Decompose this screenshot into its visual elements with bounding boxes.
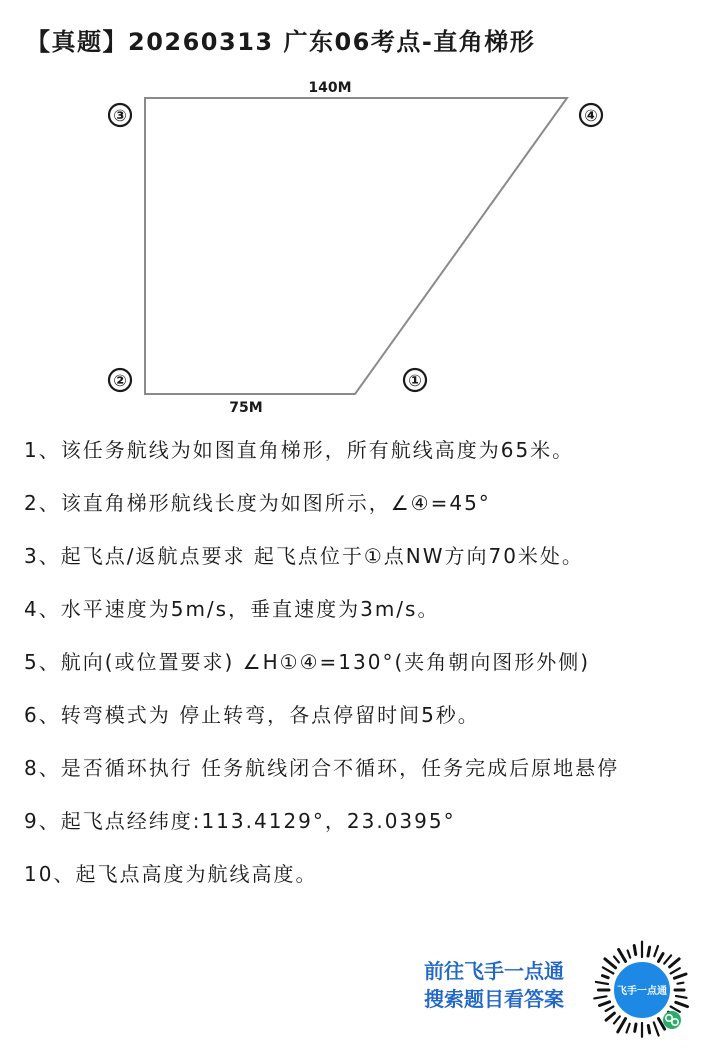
sunburst-ray [606, 1013, 614, 1020]
sunburst-ray [614, 957, 619, 963]
trapezoid-diagram [0, 0, 707, 420]
sunburst-ray [628, 951, 631, 958]
top-length-label: 140M [308, 80, 352, 96]
sunburst-ray [627, 1024, 630, 1033]
point-1-label: ① [408, 371, 422, 390]
sunburst-ray [648, 947, 650, 956]
list-item: 9、起飞点经纬度:113.4129°，23.0395° [24, 809, 456, 833]
list-item: 6、转弯模式为 停止转弯，各点停留时间5秒。 [24, 703, 480, 727]
sunburst-ray [619, 950, 626, 962]
sunburst-ray [603, 976, 609, 978]
sunburst-ray [654, 1022, 659, 1035]
list-item: 10、起飞点高度为航线高度。 [24, 862, 318, 886]
sunburst-ray [664, 955, 671, 963]
point-1-marker [404, 369, 426, 391]
list-item: 1、该任务航线为如图直角梯形，所有航线高度为65米。 [24, 438, 575, 462]
point-2-marker [109, 369, 131, 391]
point-4-marker [580, 104, 602, 126]
sunburst-ray [614, 1016, 620, 1023]
qr-center-label: 飞手一点通 [617, 986, 667, 997]
requirements-list [24, 428, 694, 905]
list-item: 5、航向(或位置要求) ∠H①④=130°(夹角朝向图形外侧) [24, 650, 591, 674]
promo-text [424, 957, 564, 1013]
trapezoid-shape [145, 98, 567, 394]
sunburst-ray [618, 1019, 626, 1032]
sunburst-ray [676, 996, 687, 998]
list-item: 2、该直角梯形航线长度为如图所示，∠④=45° [24, 491, 491, 515]
sunburst-ray [606, 1007, 614, 1012]
bottom-length-label: 75M [229, 400, 263, 416]
point-4-label: ④ [584, 106, 598, 125]
list-item: 3、起飞点/返航点要求 起飞点位于①点NW方向70米处。 [24, 544, 584, 568]
wechat-icon [663, 1011, 681, 1029]
promo-line-2: 搜索题目看答案 [424, 987, 564, 1011]
sunburst-ray [654, 946, 658, 956]
sunburst-ray [603, 967, 614, 973]
point-3-marker [109, 104, 131, 126]
sunburst-ray [648, 1026, 649, 1033]
sunburst-ray [678, 983, 684, 984]
point-2-label: ② [113, 371, 127, 390]
sunburst-ray [671, 968, 680, 973]
sunburst-ray [659, 954, 664, 962]
sunburst-ray [605, 959, 616, 968]
sunburst-ray [670, 959, 680, 967]
mini-program-code[interactable] [590, 938, 694, 1042]
list-item: 4、水平速度为5m/s，垂直速度为3m/s。 [24, 597, 440, 621]
page-title: 【真题】20260313 广东06考点-直角梯形 [26, 28, 536, 56]
sunburst-ray [676, 1002, 688, 1006]
sunburst-ray [634, 946, 636, 955]
sunburst-ray [596, 982, 608, 984]
sunburst-ray [674, 974, 686, 978]
sunburst-ray [594, 996, 606, 998]
list-item: 8、是否循环执行 任务航线闭合不循环，任务完成后原地悬停 [24, 756, 620, 780]
point-3-label: ③ [113, 106, 127, 125]
promo-line-1: 前往飞手一点通 [424, 959, 564, 983]
sunburst-ray [635, 1024, 636, 1031]
sunburst-ray [600, 1002, 610, 1006]
